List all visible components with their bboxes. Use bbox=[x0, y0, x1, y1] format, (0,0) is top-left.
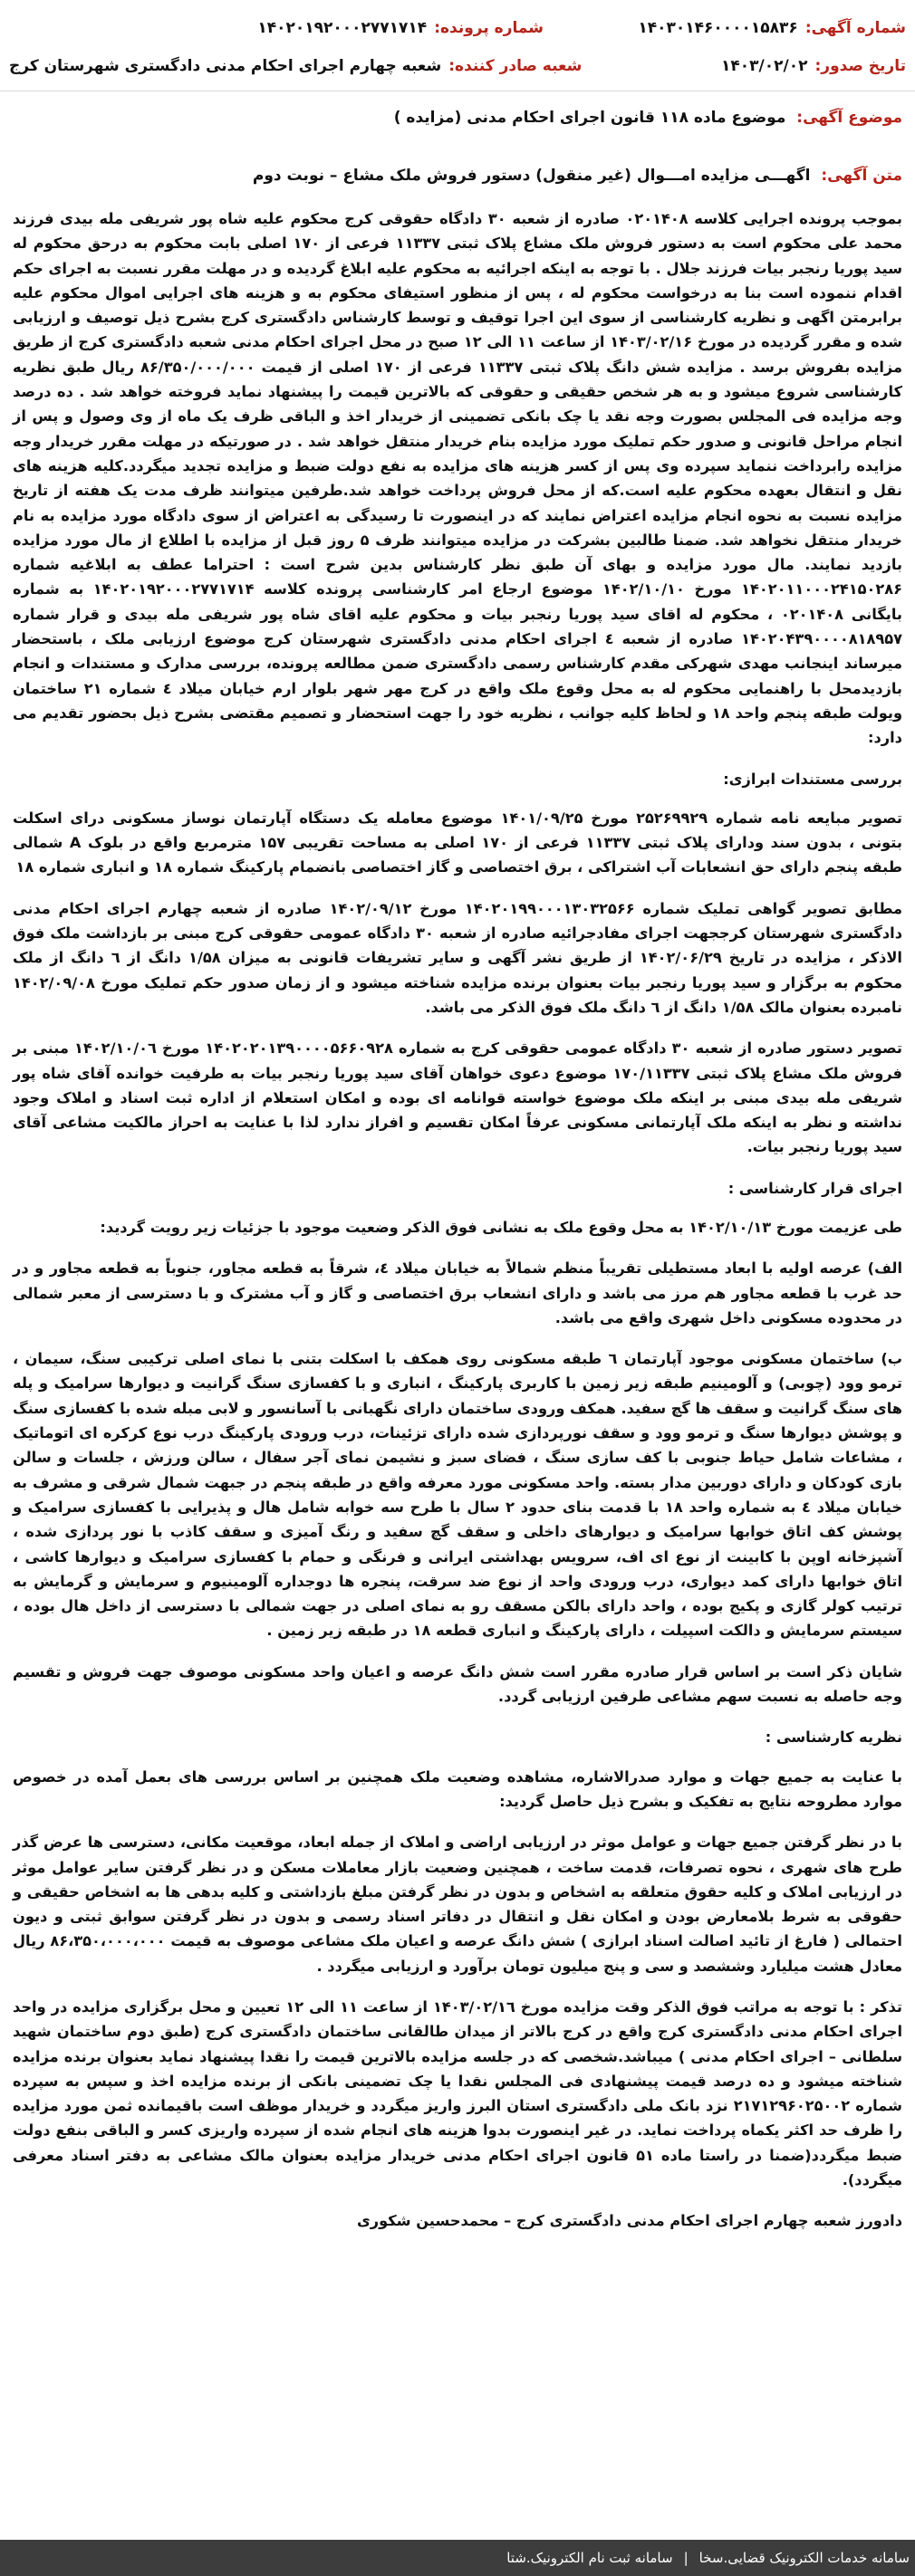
section-heading-inspection: اجرای قرار کارشناسی : bbox=[727, 1179, 902, 1197]
ad-number: ۱۴۰۳۰۱۴۶۰۰۰۰۱۵۸۳۶ bbox=[638, 19, 798, 37]
issuer-block bbox=[9, 57, 582, 75]
ad-text-label: متن آگهی: bbox=[821, 167, 902, 185]
case-number: ۱۴۰۲۰۱۹۲۰۰۰۲۷۷۱۷۱۴ bbox=[257, 19, 428, 37]
body-paragraph-results: با عنایت به جمیع جهات و موارد صدرالاشاره، مشاهده وضعیت ملک همچنین بر اساس بررسی های بعمل آمده در خصوص موارد مطروحه نتایج به تفکیک و بشرح ذیل حاصل گردید: bbox=[13, 1767, 902, 1810]
case-number-label: شماره پرونده: bbox=[434, 19, 544, 37]
body-paragraph-reminder: تذکر : با توجه به مراتب فوق الذکر وقت مزایده مورخ ۱۴۰۳/۰۲/۱٦ از ساعت ۱۱ الی ۱۲ تعیین و محل برگزاری مزایده در واحد اجرای احکام مدنی دادگستری کرج واقع در کرج بالاتر از میدان طالقانی ساختمان دادگستری کرج (طبق دوم ساختمان شهید سلطانی – اجرای احکام مدنی ) میباشد.شخصی که در جلسه مزایده بالاترین قیمت را نقدا پیشنهاد نماید بعنوان برنده مزایده شناخته میشود و ده درصد قیمت پیشنهادی فی المجلس نقدا یا چک تضمینی بانکی از برنده مزایده اخذ و سپس به سپرده شماره ۲۱۷۱۲۹۶۰۲۵۰۰۲ نزد بانک ملی دادگستری استان البرز واریز میگردد و خریدار موظف است باقیمانده ثمن مورد مزایده را ظرف حد اکثر یکماه پرداخت نماید. در غیر اینصورت بدوا هزینه های انجام شده از سپرده واریزی کسر و الباقی بنفع دولت ضبط میگردد(ضمنا در راستا ماده ۵۱ قانون اجرای احکام مدنی خریدار مزایده بعنوان مالک مشاعی به دفتر اسناد معرفی میگردد). bbox=[13, 1998, 902, 2189]
body-paragraph-valuation: با در نظر گرفتن جمیع جهات و عوامل موثر در ارزیابی اراضی و املاک از جمله ابعاد، موقعیت مکانی، دسترسی ها عرض گذر طرح های شهری ، نحوه تصرفات، قدمت ساخت ، همچنین وضعیت بازار معاملات مسکن و در نظر گرفتن سایر عوامل موثر در ارزیابی املاک و کلیه حقوق متعلقه به اشخاص و بدون در نظر گرفتن مبلغ بازداشتی و کلیه بدهی ها به اشخاص حقیقی و حقوقی به شرط بلامعارض بودن و امکان نقل و انتقال در دفاتر اسناد رسمی و بدون در نظر گرفتن سوابق ثبتی و دیون احتمالی ( فارغ از تائید اصالت اسناد ابرازی ) شش دانگ عرصه و اعیان ملک مشاعی موصوف به قیمت ۸۶،۳۵۰،۰۰۰،۰۰۰ ریال معادل هشت میلیارد وششصد و سی و پنج میلیون تومان برآورد و ارزیابی میگردد . bbox=[13, 1834, 902, 1975]
body-paragraph-visit: طی عزیمت مورخ ۱۴۰۲/۱۰/۱۳ به محل وقوع ملک به نشانی فوق الذکر وضعیت موجود با جزئیات زیر رویت گردید: bbox=[100, 1218, 902, 1236]
ad-title-text: اگهـــی مزایده امـــوال (غیر منقول) دستور فروش ملک مشاع – نوبت دوم bbox=[252, 167, 811, 185]
ad-body bbox=[13, 206, 902, 2250]
body-paragraph-contract: تصویر مبایعه نامه شماره ۲۵۲۶۹۹۲۹ مورخ ۱۴۰۱/۰۹/۲۵ موضوع معامله یک دستگاه آپارتمان نوساز مسکونی درای اسکلت بتونی ، بدون سند ودارای پلاک ثبتی ۱۱۳۳۷ فرعی از ۱۷۰ اصلی به مساحت تقریبی ۱۵۷ مترمربع واقع در بلوک A شمالی طبقه پنجم دارای حق انشعابات آب اشتراکی ، برق اختصاصی و گاز اختصاصی بانضمام پارکینگ شماره ۱۸ و انباری شماره ۱۸ bbox=[13, 809, 902, 876]
subject-label: موضوع آگهی: bbox=[796, 109, 902, 127]
body-paragraph-land: الف) عرصه اولیه با ابعاد مستطیلی تقریباً منظم شمالاً به خیابان میلاد ٤، شرقاً به قطعه مجاور، جنوباً به قطعه مجاور و در حد غرب با قطعه مجاور هم مرز می باشد و دارای انشعاب برق اختصاصی و گاز و آب مشترک و با دسترسی از معبر شمالی در محدوده مسکونی داخل شهری واقع می باشد. bbox=[13, 1259, 902, 1326]
ad-number-block bbox=[544, 19, 906, 37]
issue-date-block bbox=[582, 57, 906, 75]
body-paragraph-court-order: تصویر دستور صادره از شعبه ۳۰ دادگاه عمومی حقوقی کرج به شماره ۱۴۰۲۰۲۰۱۳۹۰۰۰۰۵۶۶۰۹۲۸ مورخ ۱۴۰۲/۱۰/۰٦ مبنی بر فروش ملک مشاع پلاک ثبتی ۱۷۰/۱۱۳۳۷ موضوع دعوی خواهان آقای سید پوریا رنجبر بیات به طرفیت خوانده آقای شاه پور شریفی مله بیدی مبنی بر اینکه ملک موضوع خواسته قوانامه ای بوده و امکان استعلام از اداره ثبت اسناد و املاک وجود نداشته و نظر به اینکه ملک آپارتمانی مسکونی عرفاً امکان تقسیم و افراز ندارد لذا با عنایت به احراز مالکیت مشاعی آقای سید پوریا رنجبر بیات. bbox=[13, 1039, 902, 1156]
issuer: شعبه چهارم اجرای احکام مدنی دادگستری شهرستان کرج bbox=[9, 57, 442, 75]
signature: دادورز شعبه چهارم اجرای احکام مدنی دادگستری کرج – محمدحسین شکوری bbox=[356, 2212, 902, 2230]
footer-bar bbox=[0, 2540, 915, 2576]
body-paragraph-note: شایان ذکر است بر اساس قرار صادره مقرر است شش دانگ عرصه و اعیان واحد مسکونی موصوف جهت فروش و تقسیم وجه حاصله به نسبت سهم مشاعی طرفین ارزیابی گردد. bbox=[13, 1662, 902, 1706]
ad-subject bbox=[13, 109, 902, 127]
header-row-2 bbox=[9, 53, 906, 80]
body-paragraph-intro: بموجب پرونده اجرایی کلاسه ۰۲۰۱۴۰۸ صادره از شعبه ۳۰ دادگاه حقوقی کرج محکوم علیه شاه پور شریفی مله بیدی فرزند محمد علی محکوم است به دستور فروش ملک مشاع پلاک ثبتی ۱۱۳۳۷ فرعی از ۱۷۰ اصلی بابت محکوم به درحق محکوم له سید پوریا رنجبر بیات فرزند جلال . با توجه به اینکه اجرائیه به محکوم علیه ابلاغ گردیده و در مهلت مقرر نسبت به اجرای حکم اقدام ننموده است بنا به درخواست محکوم له ، پس از منظور استیفای محکوم به و هزینه های اجرایی اموال محکوم علیه برابرمتن اگهی و نظریه کارشناسی از سوی این اجرا توقیف و توسط کارشناس دادگستری کرج بشرح ذیل توصیف و ارزیابی شده و مقرر گردیده در مورخ ۱۴۰۳/۰۲/۱۶ از ساعت ۱۱ الی ۱۲ صبح در محل اجرای احکام مدنی شعبه دادگستری کرج از طریق مزایده بفروش برسد . مزایده شش دانگ پلاک ثبتی ۱۱۳۳۷ فرعی از ۱۷۰ اصلی از قیمت ۸۶/۳۵۰/۰۰۰/۰۰۰ ریال طبق نظریه کارشناسی شروع میشود و به هر شخص حقیقی و حقوقی که بالاترین قیمت را پیشنهاد نماید فروخته خواهد شد . ده درصد وجه مزایده فی المجلس بصورت وجه نقد یا چک بانکی تضمینی از خریدار اخذ و الباقی ظرف یک ماه از وی وصول و پس از انجام مراحل قانونی و صدور حکم تملیک مورد مزایده بنام خریدار منتقل خواهد شد . در صورتیکه در مهلت مقرر خریدار وجه مزایده رابرداخت ننماید سپرده وی پس از کسر هزینه های مزایده به نفع دولت ضبط و مزایده تجدید میگردد.کلیه هزینه های نقل و انتقال بعهده محکوم علیه است.که از محل فروش پرداخت خواهد شد.طرفین میتوانند ظرف مدت یک هفته از تاریخ مزایده نسبت به نحوه انجام مزایده اعتراض نمایند که در اینصورت تا رسیدگی به اعتراض از سوی دادگاه مورد مزایده به نام خریدار منتقل نخواهد شد. ضمنا طالبین بشرکت در مزایده میتوانند ظرف ۵ روز قبل از مزایده با اطلاع از مال مورد مزایده بازدید نمایند. مال مورد مزایده و بهای آن طبق نظر کارشناس بدین شرح است : احتراما عطف به ابلاغیه شماره ۱۴۰۲۰۱۱۰۰۰۲۴۱۵۰۲۸۶ مورخ ۱۴۰۲/۱۰/۱۰ موضوع ارجاع امر کارشناسی پرونده کلاسه ۱۴۰۲۰۱۹۲۰۰۰۲۷۷۱۷۱۴ به شماره بایگانی ۰۲۰۱۴۰۸ ، محکوم له اقای سید پوریا رنجبر بیات و محکوم علیه اقای شاه پور شریفی مله بیدی و قرار شماره ۱۴۰۲۰۴۳۹۰۰۰۰۸۱۸۹۵۷ صادره از شعبه ٤ اجرای احکام مدنی دادگستری شهرستان کرج موضوع ارزیابی ملک ، باستحضار میرساند اینجانب مهدی شهرکی مقدم کارشناس رسمی دادگستری ضمن مطالعه پرونده، بررسی مدارک و مستندات و انجام بازدیدمحل با راهنمایی محکوم له به محل وقوع ملک واقع در کرج مهر شهر بلوار ارم خیابان میلاد ٤ شماره ۲۱ ساختمان ویولت طبقه پنجم واحد ۱۸ و لحاظ کلیه جوانب ، نظریه خود را جهت استحضار و تصمیم مقتضی بشرح ذیل بحضور تقدیم می دارد: bbox=[13, 210, 903, 747]
footer-link-shata[interactable]: سامانه ثبت نام الکترونیک.شتا bbox=[506, 2550, 673, 2566]
issuer-label: شعبه صادر کننده: bbox=[448, 57, 583, 75]
footer-divider: | bbox=[683, 2550, 689, 2566]
body-paragraph-building: ب) ساختمان مسکونی موجود آپارتمان ٦ طبقه مسکونی روی همکف با اسکلت بتنی با نمای اصلی ترکیبی سنگ، سیمان ، ترمو وود (چوبی) و آلومینیم طبقه زیر زمین با کاربری پارکینگ ، انباری و با کفسازی سنگ گرانیت و دیوارها سرامیک و پله های سنگ گرانیت و سقف ها گچ سفید. همکف ورودی ساختمان دارای نگهبانی با آسانسور و لابی مبله شده با کفسازی سنگ و پوشش دیوارها سنگ و ترمو وود و سقف نورپردازی شده دارای تزئینات، درب ورودی پارکینگ درب نوع کرکره ای اتوماتیک ، مشاعات شامل حیاط جنوبی با کف سازی سنگ ، فضای سبز و نشیمن نمای آجر سفال ، سالن ورزش ، جلسات و سالن بازی کودکان و دارای دوربین مدار بسته. واحد مسکونی مورد معرفه واقع در طبقه پنجم در جبهت شمال شرقی و مشرف به خیابان میلاد ٤ به شماره واحد ۱۸ با قدمت بنای حدود ۲ سال با طرح سه خوابه شامل هال و پذیرایی با کفسازی سرامیک و پوشش کف اتاق خوابها سرامیک و دیوارهای داخلی و سقف گچ سفید و رنگ آمیزی و سقف کاذب با نور پردازی شده ، آشپزخانه اوپن با کابینت از نوع ای اف، سرویس بهداشتی ایرانی و فرنگی و حمام با کفسازی سرامیک و دیوارها کاشی ، اتاق خوابها دارای کمد دیواری، درب ورودی واحد از نوع ضد سرقت، پنجره ها دوجداره آلومینیوم و سرمایش و گرمایش به ترتیب کولر گازی و پکیج بوده ، واحد دارای بالکن مسقف رو به نمای اصلی در جهت شمالی با دسترسی از داخل هال بوده ، سیستم سرمایش و دالکت اسپیلت ، دارای پارکینگ و انباری قطعه ۱۸ در طبقه زیر زمین . bbox=[13, 1350, 902, 1640]
subject-text: موضوع ماده ۱۱۸ قانون اجرای احکام مدنی (مزایده ) bbox=[393, 109, 786, 127]
footer-link-sakha[interactable]: سامانه خدمات الکترونیک قضایی.سخا bbox=[698, 2550, 910, 2566]
case-number-block bbox=[9, 19, 544, 37]
section-heading-opinion: نظریه کارشناسی : bbox=[765, 1729, 902, 1747]
issue-date-label: تاریخ صدور: bbox=[814, 57, 906, 75]
body-paragraph-ownership: مطابق تصویر گواهی تملیک شماره ۱۴۰۲۰۱۹۹۰۰۰۱۳۰۳۲۵۶۶ مورخ ۱۴۰۲/۰۹/۱۲ صادره از شعبه چهارم اجرای احکام مدنی دادگستری شهرستان کرججهت اجرای مفادجرائیه صادره از شعبه ۳۰ دادگاه عمومی حقوقی کرج مبنی بر بازداشت ملک فوق الاذکر ، مزایده در تاریخ ۱۴۰۲/۰۶/۲۹ از طریق نشر آگهی و سایر تشریفات قانونی به میزان ۱/۵۸ دانگ از ٦ دانگ از ملک محکوم به برگزار و سید پوریا رنجبر بیات بعنوان برنده مزایده شناخته میشود و از زمان صدور حکم تملیک مورخ ۱۴۰۲/۰۹/۰۸ نامبرده بعنوان مالک ۱/۵۸ دانگ از ٦ دانگ ملک فوق الذکر می باشد. bbox=[13, 899, 902, 1016]
ad-title bbox=[13, 167, 902, 185]
header-row-1 bbox=[9, 14, 906, 42]
issue-date: ۱۴۰۳/۰۲/۰۲ bbox=[721, 57, 808, 75]
ad-number-label: شماره آگهی: bbox=[804, 19, 906, 37]
section-heading-documents: بررسی مستندات ابرازی: bbox=[723, 770, 902, 788]
